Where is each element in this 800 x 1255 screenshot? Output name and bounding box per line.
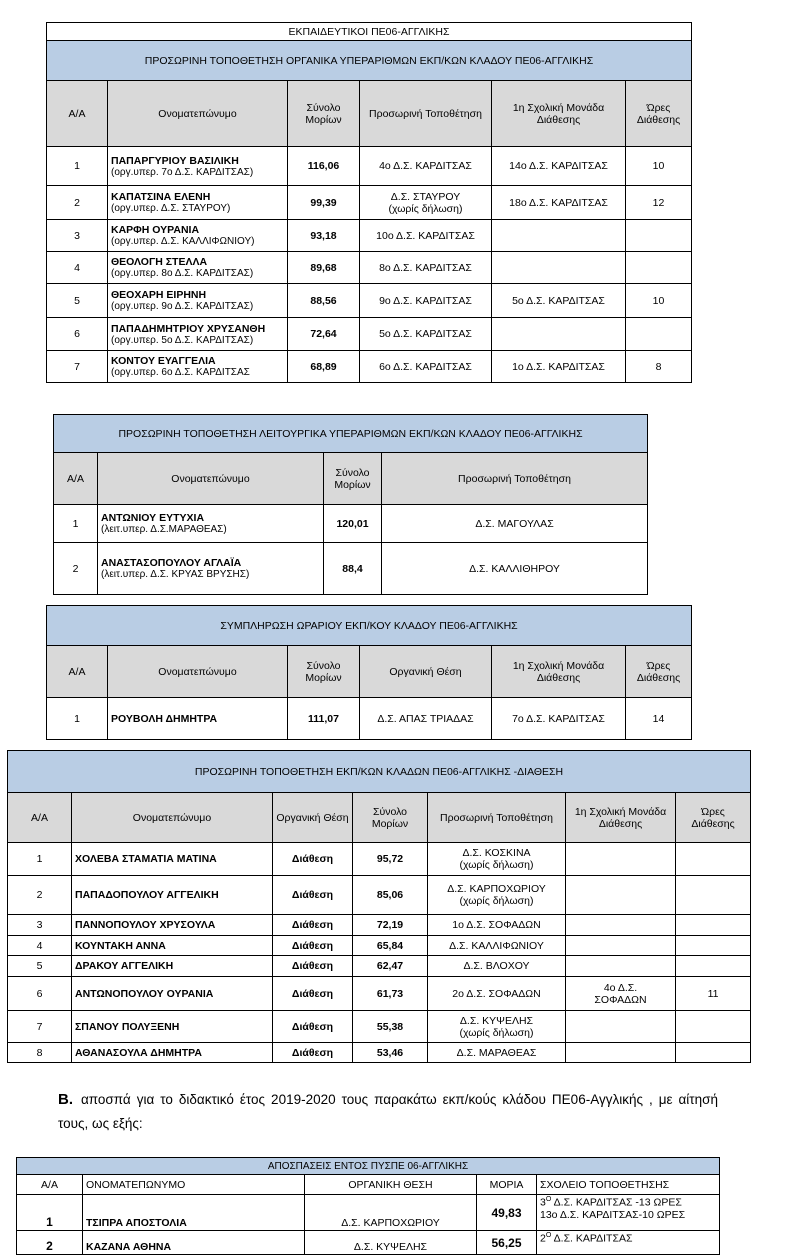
table-row [17, 1195, 720, 1231]
col-header: Α/Α [47, 646, 108, 698]
school-cell: 7ο Δ.Σ. ΚΑΡΔΙΤΣΑΣ [492, 698, 626, 740]
row-number: 5 [47, 284, 108, 318]
points-cell: 120,01 [324, 505, 382, 543]
col-header: Α/Α [54, 453, 98, 505]
table-apospaseis [16, 1157, 720, 1255]
col-header: Α/Α [17, 1175, 83, 1195]
row-number: 6 [47, 318, 108, 351]
table-title: ΠΡΟΣΩΡΙΝΗ ΤΟΠΟΘΕΤΗΣΗ ΕΚΠ/ΚΩΝ ΚΛΑΔΩΝ ΠΕ06-ΑΓΓΛΙΚΗΣ -ΔΙΑΘΕΣΗ [8, 751, 751, 793]
points-cell: 95,72 [353, 843, 428, 876]
col-header: Οργανική Θέση [273, 793, 353, 843]
placement-cell [360, 252, 492, 284]
col-header: 1η Σχολική Μονάδα Διάθεσης [492, 646, 626, 698]
table-row [17, 1231, 720, 1255]
placement: Δ.Σ. ΚΟΣΚΙΝΑ [462, 847, 531, 859]
paragraph-text: αποσπά για το διδακτικό έτος 2019-2020 τους παρακάτω εκπ/κούς κλάδου ΠΕ06-Αγγλικής , με αίτησή τους, ως εξής: [58, 1092, 718, 1131]
ordinal-mark: Ο [545, 1196, 552, 1203]
teacher-note: (οργ.υπερ. Δ.Σ. ΚΑΛΛΙΦΩΝΙΟΥ) [111, 236, 255, 247]
name-cell [98, 505, 324, 543]
points-cell: 55,38 [353, 1011, 428, 1043]
teacher-name: ΑΝΑΣΤΑΣΟΠΟΥΛΟΥ ΑΓΛΑΪΑ [101, 557, 242, 569]
row-number: 5 [8, 956, 72, 977]
points-cell: 93,18 [288, 220, 360, 252]
hours-cell: 12 [626, 186, 692, 220]
points-cell: 61,73 [353, 977, 428, 1011]
school-cell [566, 843, 676, 876]
teacher-name: ΚΑΖΑΝΑ ΑΘΗΝΑ [83, 1231, 305, 1255]
placement: Δ.Σ. ΚΑΛΛΙΦΩΝΙΟΥ [449, 939, 544, 952]
name-cell [108, 220, 288, 252]
points-cell: 62,47 [353, 956, 428, 977]
col-header: ΜΟΡΙΑ [477, 1175, 537, 1195]
paragraph-label: Β. [58, 1091, 73, 1108]
col-header: Προσωρινή Τοποθέτηση [382, 453, 648, 505]
points-cell: 72,64 [288, 318, 360, 351]
placement-cell [360, 186, 492, 220]
placement: Δ.Σ. ΚΑΡΠΟΧΩΡΙΟΥ [447, 883, 546, 895]
apospasi-paragraph [58, 1088, 718, 1136]
points-cell: 88,56 [288, 284, 360, 318]
placement-cell [428, 876, 566, 915]
row-number: 3 [8, 915, 72, 936]
teacher-note: (λειτ.υπερ. Δ.Σ. ΚΡΥΑΣ ΒΡΥΣΗΣ) [101, 569, 250, 580]
col-header: Προσωρινή Τοποθέτηση [360, 81, 492, 147]
table-row [54, 505, 648, 543]
school-cell [492, 318, 626, 351]
hours-cell [676, 843, 751, 876]
school-line [540, 1232, 716, 1245]
col-header: Σύνολο Μορίων [288, 646, 360, 698]
placement-cell [428, 936, 566, 956]
placement-cell [360, 147, 492, 186]
table-row [8, 915, 751, 936]
hours-cell [676, 1011, 751, 1043]
hours-cell: 10 [626, 284, 692, 318]
name-cell [108, 351, 288, 383]
hours-cell [626, 220, 692, 252]
table-row [8, 956, 751, 977]
teacher-name: ΚΑΡΦΗ ΟΥΡΑΝΙΑ [111, 224, 200, 236]
organic-position-cell: Διάθεση [273, 1043, 353, 1063]
table-row [47, 252, 692, 284]
section-title: ΕΚΠΑΙΔΕΥΤΙΚΟΙ ΠΕ06-ΑΓΓΛΙΚΗΣ [47, 23, 692, 41]
placement-cell [360, 351, 492, 383]
name-cell [108, 186, 288, 220]
school-name: Δ.Σ. ΚΑΡΔΙΤΣΑΣ -13 ΩΡΕΣ [553, 1196, 682, 1209]
hours-cell [676, 936, 751, 956]
placement: Δ.Σ. ΜΑΡΑΘΕΑΣ [456, 1046, 537, 1059]
teacher-name: ΠΑΠΑΔΟΠΟΥΛΟΥ ΑΓΓΕΛΙΚΗ [72, 876, 273, 915]
placement-cell [428, 843, 566, 876]
placement: 6ο Δ.Σ. ΚΑΡΔΙΤΣΑΣ [379, 360, 472, 373]
school-cell [566, 956, 676, 977]
col-header: Οργανική Θέση [360, 646, 492, 698]
table-row [47, 351, 692, 383]
organic-position-cell: Διάθεση [273, 956, 353, 977]
school: 4ο Δ.Σ. [603, 981, 638, 994]
teacher-note: (οργ.υπερ. 8ο Δ.Σ. ΚΑΡΔΙΤΣΑΣ) [111, 268, 254, 279]
points-cell: 56,25 [477, 1231, 537, 1255]
col-header: ΟΡΓΑΝΙΚΗ ΘΕΣΗ [305, 1175, 477, 1195]
table-title: ΠΡΟΣΩΡΙΝΗ ΤΟΠΟΘΕΤΗΣΗ ΟΡΓΑΝΙΚΑ ΥΠΕΡΑΡΙΘΜΩΝ ΕΚΠ/ΚΩΝ ΚΛΑΔΟΥ ΠΕ06-ΑΓΓΛΙΚΗΣ [47, 41, 692, 81]
placement-cell [428, 1011, 566, 1043]
placement-cell [428, 956, 566, 977]
placement: Δ.Σ. ΣΤΑΥΡΟΥ [390, 190, 461, 203]
placement-note: (χωρίς δήλωση) [459, 895, 534, 907]
table-diathesi [7, 750, 751, 1063]
placement-cell [360, 284, 492, 318]
placement: Δ.Σ. ΒΛΟΧΟΥ [463, 960, 530, 972]
organic-position-cell: Δ.Σ. ΚΑΡΠΟΧΩΡΙΟΥ [305, 1195, 477, 1231]
placement: 8ο Δ.Σ. ΚΑΡΔΙΤΣΑΣ [379, 261, 472, 274]
col-header: Ώρες Διάθεσης [626, 646, 692, 698]
placement-cell [428, 915, 566, 936]
table-row [54, 543, 648, 595]
school-cell [492, 252, 626, 284]
hours-cell [626, 318, 692, 351]
organic-position-cell: Δ.Σ. ΑΠΑΣ ΤΡΙΑΔΑΣ [360, 698, 492, 740]
placement: 1ο Δ.Σ. ΣΟΦΑΔΩΝ [452, 919, 541, 931]
hours-cell [676, 915, 751, 936]
col-header: 1η Σχολική Μονάδα Διάθεσης [492, 81, 626, 147]
col-header: Α/Α [47, 81, 108, 147]
hours-cell: 8 [626, 351, 692, 383]
school-line [540, 1196, 716, 1209]
school-cell [537, 1231, 720, 1255]
teacher-name: ΣΠΑΝΟΥ ΠΟΛΥΞΕΝΗ [72, 1011, 273, 1043]
points-cell: 111,07 [288, 698, 360, 740]
row-number: 7 [47, 351, 108, 383]
col-header: Σύνολο Μορίων [324, 453, 382, 505]
hours-cell [626, 252, 692, 284]
organic-position-cell: Διάθεση [273, 977, 353, 1011]
col-header: 1η Σχολική Μονάδα Διάθεσης [566, 793, 676, 843]
teacher-name: ΡΟΥΒΟΛΗ ΔΗΜΗΤΡΑ [108, 698, 288, 740]
table-row [8, 876, 751, 915]
school-cell [566, 977, 676, 1011]
teacher-name: ΔΡΑΚΟΥ ΑΓΓΕΛΙΚΗ [72, 956, 273, 977]
col-header: Ώρες Διάθεσης [676, 793, 751, 843]
placement: 4ο Δ.Σ. ΚΑΡΔΙΤΣΑΣ [379, 160, 472, 172]
row-number: 1 [8, 843, 72, 876]
name-cell [108, 147, 288, 186]
col-header: ΟΝΟΜΑΤΕΠΩΝΥΜΟ [83, 1175, 305, 1195]
teacher-name: ΑΘΑΝΑΣΟΥΛΑ ΔΗΜΗΤΡΑ [72, 1043, 273, 1063]
placement-note: (χωρίς δήλωση) [459, 1026, 534, 1039]
row-number: 2 [54, 543, 98, 595]
name-cell [108, 318, 288, 351]
teacher-name: ΧΟΛΕΒΑ ΣΤΑΜΑΤΙΑ ΜΑΤΙΝΑ [72, 843, 273, 876]
teacher-name: ΘΕΟΛΟΓΗ ΣΤΕΛΛΑ [111, 256, 208, 268]
row-number: 6 [8, 977, 72, 1011]
table-title: ΠΡΟΣΩΡΙΝΗ ΤΟΠΟΘΕΤΗΣΗ ΛΕΙΤΟΥΡΓΙΚΑ ΥΠΕΡΑΡΙΘΜΩΝ ΕΚΠ/ΚΩΝ ΚΛΑΔΟΥ ΠΕ06-ΑΓΓΛΙΚΗΣ [54, 415, 648, 453]
table-row [47, 698, 692, 740]
teacher-name: ΘΕΟΧΑΡΗ ΕΙΡΗΝΗ [111, 289, 207, 301]
teacher-note: (οργ.υπερ. 9ο Δ.Σ. ΚΑΡΔΙΤΣΑΣ) [111, 301, 254, 312]
organic-position-cell: Διάθεση [273, 915, 353, 936]
organic-position-cell: Διάθεση [273, 936, 353, 956]
table-title: ΣΥΜΠΛΗΡΩΣΗ ΩΡΑΡΙΟΥ ΕΚΠ/ΚΟΥ ΚΛΑΔΟΥ ΠΕ06-ΑΓΓΛΙΚΗΣ [47, 606, 692, 646]
points-cell: 85,06 [353, 876, 428, 915]
hours-cell: 11 [676, 977, 751, 1011]
school-cell [566, 1043, 676, 1063]
table-row [47, 147, 692, 186]
points-cell: 99,39 [288, 186, 360, 220]
row-number: 1 [47, 698, 108, 740]
row-number: 1 [47, 147, 108, 186]
placement-cell [360, 220, 492, 252]
row-number: 4 [8, 936, 72, 956]
header-row [17, 1175, 720, 1195]
col-header: Α/Α [8, 793, 72, 843]
teacher-name: ΠΑΝΝΟΠΟΥΛΟΥ ΧΡΥΣΟΥΛΑ [72, 915, 273, 936]
school-cell [566, 936, 676, 956]
name-cell [98, 543, 324, 595]
table-title: ΑΠΟΣΠΑΣΕΙΣ ΕΝΤΟΣ ΠΥΣΠΕ 06-ΑΓΓΛΙΚΗΣ [17, 1158, 720, 1175]
school-number: 3 [540, 1196, 546, 1209]
row-number: 2 [8, 876, 72, 915]
table-row [8, 936, 751, 956]
table-leitourgika-yperarithmoi [53, 414, 648, 595]
placement-cell [360, 318, 492, 351]
teacher-note: (οργ.υπερ. 5ο Δ.Σ. ΚΑΡΔΙΤΣΑΣ) [111, 334, 254, 346]
table-row [8, 1011, 751, 1043]
col-header: Ονοματεπώνυμο [108, 646, 288, 698]
points-cell: 65,84 [353, 936, 428, 956]
placement-note: (χωρίς δήλωση) [388, 202, 463, 215]
organic-position-cell: Διάθεση [273, 843, 353, 876]
school-cell [566, 915, 676, 936]
organic-position-cell: Δ.Σ. ΚΥΨΕΛΗΣ [305, 1231, 477, 1255]
teacher-note: (οργ.υπερ. 6ο Δ.Σ. ΚΑΡΔΙΤΣΑΣ [111, 367, 250, 378]
school-cell: 18ο Δ.Σ. ΚΑΡΔΙΤΣΑΣ [492, 186, 626, 220]
table-row [8, 977, 751, 1011]
placement-cell: Δ.Σ. ΜΑΓΟΥΛΑΣ [382, 505, 648, 543]
col-header: Προσωρινή Τοποθέτηση [428, 793, 566, 843]
table-symplirosi-orariou [46, 605, 692, 740]
col-header: ΣΧΟΛΕΙΟ ΤΟΠΟΘΕΤΗΣΗΣ [537, 1175, 720, 1195]
name-cell [108, 284, 288, 318]
col-header: Ονοματεπώνυμο [98, 453, 324, 505]
points-cell: 53,46 [353, 1043, 428, 1063]
placement-cell [428, 977, 566, 1011]
row-number: 2 [17, 1231, 83, 1255]
placement-cell [428, 1043, 566, 1063]
row-number: 2 [47, 186, 108, 220]
placement-note: (χωρίς δήλωση) [459, 859, 534, 871]
teacher-name: ΑΝΤΩΝΟΠΟΥΛΟΥ ΟΥΡΑΝΙΑ [72, 977, 273, 1011]
table-row [47, 284, 692, 318]
row-number: 4 [47, 252, 108, 284]
hours-cell [676, 956, 751, 977]
placement-cell: Δ.Σ. ΚΑΛΛΙΘΗΡΟΥ [382, 543, 648, 595]
row-number: 3 [47, 220, 108, 252]
organic-position-cell: Διάθεση [273, 876, 353, 915]
school-line2: ΣΟΦΑΔΩΝ [594, 993, 647, 1006]
school-cell [537, 1195, 720, 1231]
points-cell: 88,4 [324, 543, 382, 595]
points-cell: 68,89 [288, 351, 360, 383]
school-cell: 1ο Δ.Σ. ΚΑΡΔΙΤΣΑΣ [492, 351, 626, 383]
col-header: Σύνολο Μορίων [353, 793, 428, 843]
placement: 9ο Δ.Σ. ΚΑΡΔΙΤΣΑΣ [379, 294, 472, 307]
row-number: 8 [8, 1043, 72, 1063]
teacher-note: (λειτ.υπερ. Δ.Σ.ΜΑΡΑΘΕΑΣ) [101, 524, 227, 535]
teacher-note: (οργ.υπερ. 7ο Δ.Σ. ΚΑΡΔΙΤΣΑΣ) [111, 166, 254, 178]
row-number: 1 [54, 505, 98, 543]
teacher-name: ΚΟΥΝΤΑΚΗ ΑΝΝΑ [72, 936, 273, 956]
table-row [8, 843, 751, 876]
row-number: 1 [17, 1195, 83, 1231]
placement: 10ο Δ.Σ. ΚΑΡΔΙΤΣΑΣ [376, 229, 475, 242]
teacher-name: ΚΟΝΤΟΥ ΕΥΑΓΓΕΛΙΑ [111, 355, 216, 367]
points-cell: 72,19 [353, 915, 428, 936]
school-number: 2 [540, 1232, 546, 1245]
school-line2: 13ο Δ.Σ. ΚΑΡΔΙΤΣΑΣ-10 ΩΡΕΣ [540, 1208, 686, 1221]
row-number: 7 [8, 1011, 72, 1043]
teacher-note: (οργ.υπερ. Δ.Σ. ΣΤΑΥΡΟΥ) [111, 203, 231, 214]
col-header: Σύνολο Μορίων [288, 81, 360, 147]
table-row [47, 220, 692, 252]
teacher-name: ΤΣΙΠΡΑ ΑΠΟΣΤΟΛΙΑ [83, 1195, 305, 1231]
school-cell [566, 876, 676, 915]
table-row [47, 186, 692, 220]
placement: Δ.Σ. ΚΥΨΕΛΗΣ [459, 1014, 534, 1027]
hours-cell: 10 [626, 147, 692, 186]
teacher-name: ΑΝΤΩΝΙΟΥ ΕΥΤΥΧΙΑ [101, 512, 205, 524]
hours-cell [676, 876, 751, 915]
teacher-name: ΚΑΠΑΤΣΙΝΑ ΕΛΕΝΗ [111, 191, 211, 203]
table-row [47, 318, 692, 351]
points-cell: 49,83 [477, 1195, 537, 1231]
table-row [8, 1043, 751, 1063]
points-cell: 89,68 [288, 252, 360, 284]
table-organika-yperarithmoi [46, 22, 692, 383]
school-cell [566, 1011, 676, 1043]
placement: 2ο Δ.Σ. ΣΟΦΑΔΩΝ [452, 987, 541, 1000]
teacher-name: ΠΑΠΑΔΗΜΗΤΡΙΟΥ ΧΡΥΣΑΝΘΗ [111, 322, 266, 335]
school-cell: 14ο Δ.Σ. ΚΑΡΔΙΤΣΑΣ [492, 147, 626, 186]
teacher-name: ΠΑΠΑΡΓΥΡΙΟΥ ΒΑΣΙΛΙΚΗ [111, 154, 239, 167]
hours-cell: 14 [626, 698, 692, 740]
placement: 5ο Δ.Σ. ΚΑΡΔΙΤΣΑΣ [379, 328, 472, 340]
points-cell: 116,06 [288, 147, 360, 186]
school-cell [492, 220, 626, 252]
hours-cell [676, 1043, 751, 1063]
col-header: Ονοματεπώνυμο [72, 793, 273, 843]
ordinal-mark: Ο [545, 1232, 552, 1239]
name-cell [108, 252, 288, 284]
school-cell: 5ο Δ.Σ. ΚΑΡΔΙΤΣΑΣ [492, 284, 626, 318]
school-name: Δ.Σ. ΚΑΡΔΙΤΣΑΣ [553, 1232, 633, 1245]
organic-position-cell: Διάθεση [273, 1011, 353, 1043]
col-header: Ονοματεπώνυμο [108, 81, 288, 147]
col-header: Ώρες Διάθεσης [626, 81, 692, 147]
